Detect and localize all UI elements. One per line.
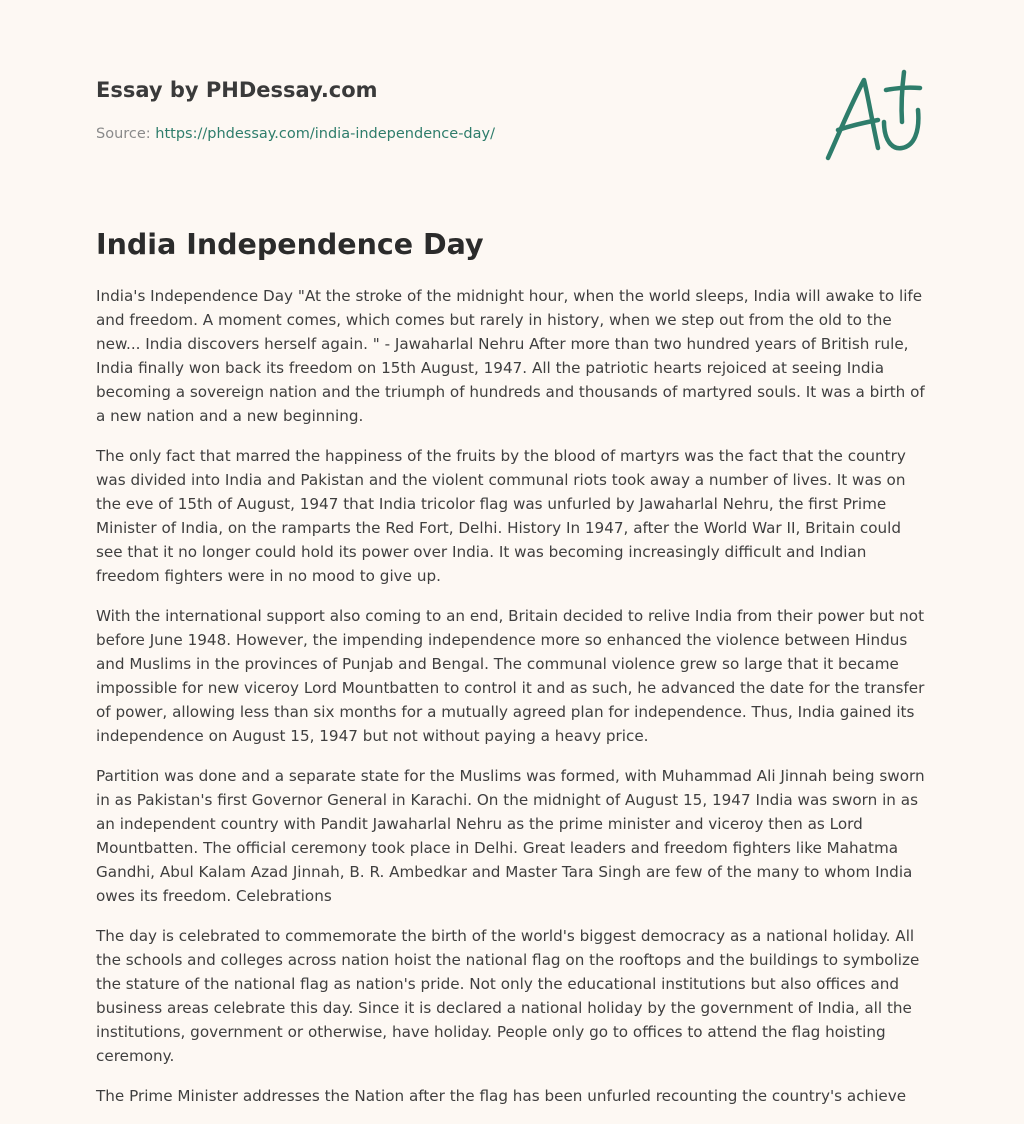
essay-paragraph: The Prime Minister addresses the Nation after the flag has been unfurled recounting the country's achieve: [96, 1087, 907, 1105]
essay-header: [96, 76, 796, 144]
essay-body: [96, 284, 928, 1124]
essay-title: India Independence Day: [96, 228, 484, 261]
brand-title: Essay by PHDessay.com: [96, 78, 378, 102]
a-plus-logo-icon: [820, 66, 930, 166]
essay-paragraph: India's Independence Day "At the stroke of the midnight hour, when the world sleeps, India will awake to life and freedom. A moment comes, which comes but rarely in history, when we step out from the old to the new... India discovers herself again. " - Jawaharlal Nehru After more than two hundred years of British rule, India finally won back its freedom on 15th August, 1947. All the patriotic hearts rejoiced at seeing India becoming a sovereign nation and the triumph of hundreds and thousands of martyred souls. It was a birth of a new nation and a new beginning.: [96, 287, 925, 425]
essay-paragraph: The day is celebrated to commemorate the birth of the world's biggest democracy as a national holiday. All the schools and colleges across nation hoist the national flag on the rooftops and the buildings to symbolize the stature of the national flag as nation's pride. Not only the educational institutions but also offices and business areas celebrate this day. Since it is declared a national holiday by the government of India, all the institutions, government or otherwise, have holiday. People only go to offices to attend the flag hoisting ceremony.: [96, 927, 920, 1065]
source-link[interactable]: https://phdessay.com/india-independence-day/: [155, 126, 495, 142]
source-label: Source:: [96, 126, 156, 142]
essay-paragraph: Partition was done and a separate state for the Muslims was formed, with Muhammad Ali Jinnah being sworn in as Pakistan's first Governor General in Karachi. On the midnight of August 15, 1947 India was sworn in as an independent country with Pandit Jawaharlal Nehru as the prime minister and viceroy then as Lord Mountbatten. The official ceremony took place in Delhi. Great leaders and freedom fighters like Mahatma Gandhi, Abul Kalam Azad Jinnah, B. R. Ambedkar and Master Tara Singh are few of the many to whom India owes its freedom. Celebrations: [96, 767, 925, 905]
essay-paragraph: The only fact that marred the happiness of the fruits by the blood of martyrs was the fact that the country was divided into India and Pakistan and the violent communal riots took away a number of lives. It was on the eve of 15th of August, 1947 that India tricolor flag was unfurled by Jawaharlal Nehru, the first Prime Minister of India, on the ramparts the Red Fort, Delhi. History In 1947, after the World War II, Britain could see that it no longer could hold its power over India. It was becoming increasingly difficult and Indian freedom fighters were in no mood to give up.: [96, 447, 906, 585]
essay-paragraph: With the international support also coming to an end, Britain decided to relive India from their power but not before June 1948. However, the impending independence more so enhanced the violence between Hindus and Muslims in the provinces of Punjab and Bengal. The communal violence grew so large that it became impossible for new viceroy Lord Mountbatten to control it and as such, he advanced the date for the transfer of power, allowing less than six months for a mutually agreed plan for independence. Thus, India gained its independence on August 15, 1947 but not without paying a heavy price.: [96, 607, 925, 745]
source-line: [96, 124, 796, 144]
